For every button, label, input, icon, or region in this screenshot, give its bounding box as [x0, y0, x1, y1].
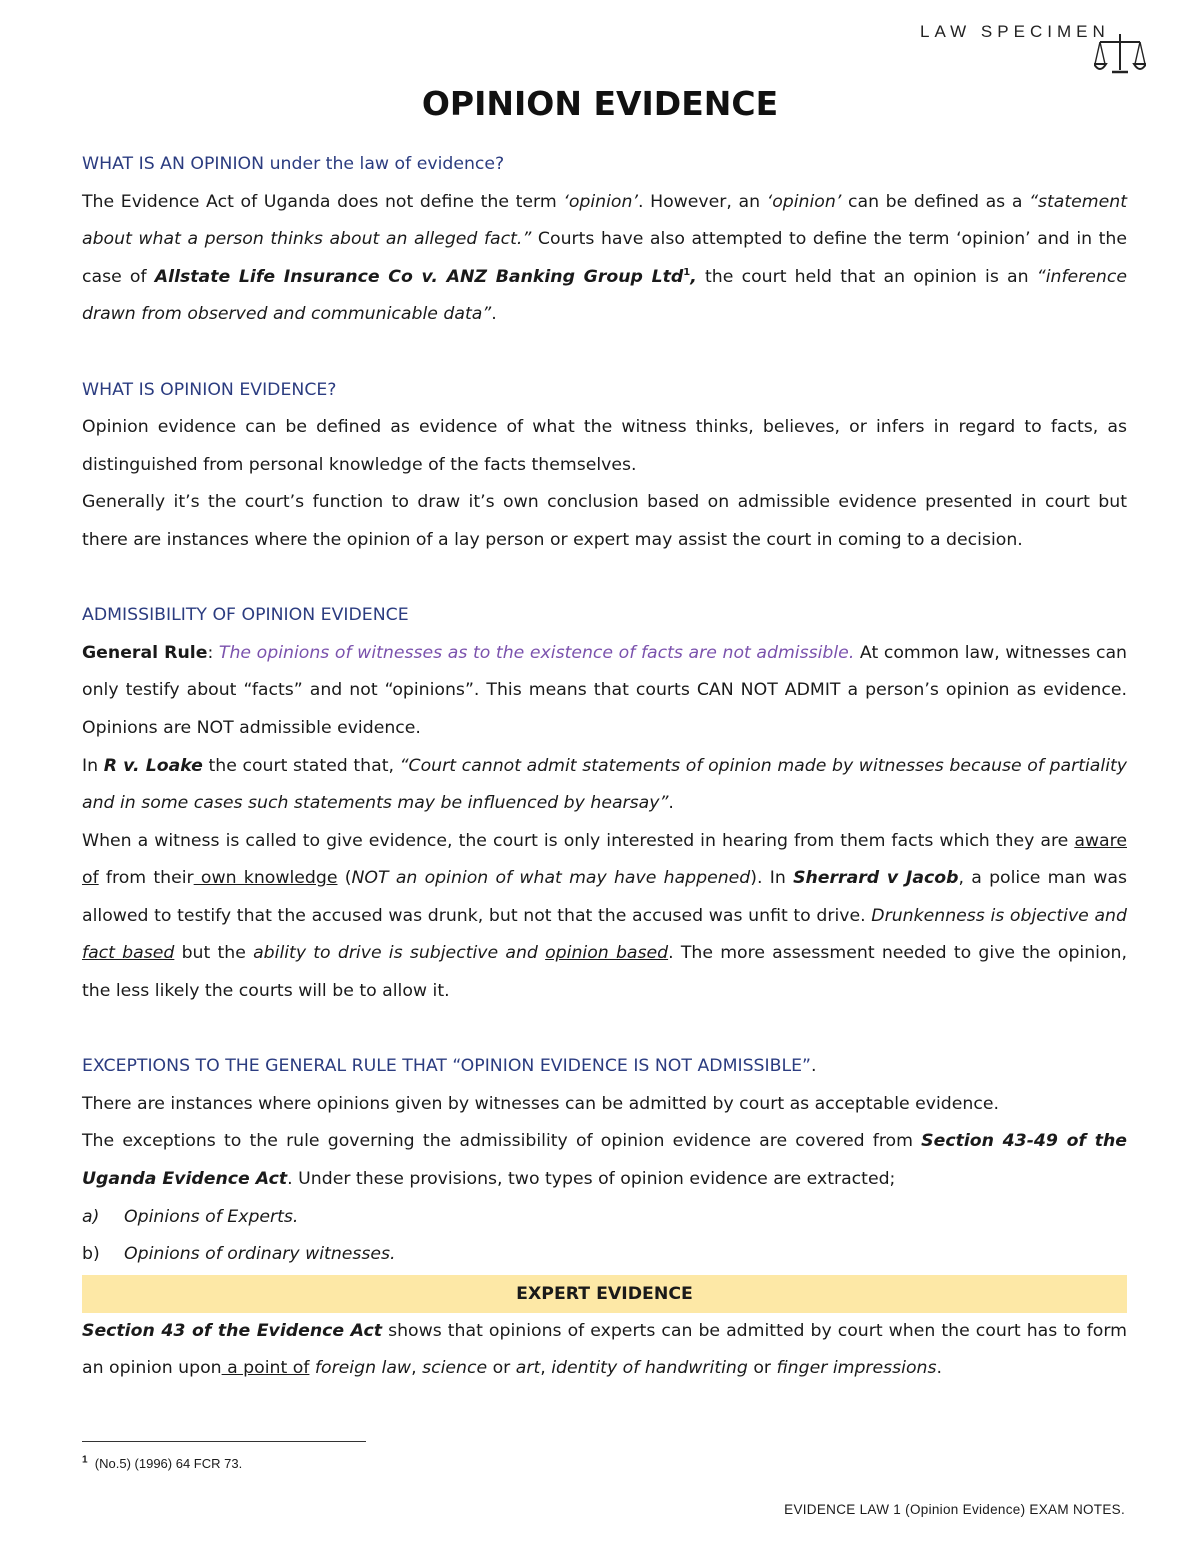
paragraph-section-43-49: The exceptions to the rule governing the admissibility of opinion evidence are covered from Section 43-49 of the Uganda Evidence Act. Under these provisions, two types of opinion evidence are extracted; — [82, 1131, 1128, 1190]
paragraph-opinion-evidence-definition: Opinion evidence can be defined as evidence of what the witness thinks, believes, or infers in regard to facts, as distinguished from personal knowledge of the facts themselves. — [82, 417, 1127, 475]
statute-reference: Section 43-49 of the Uganda Evidence Act — [82, 1131, 1128, 1190]
footnote-reference: 1 — [683, 267, 691, 279]
case-name-r-v-loake: R v. Loake — [103, 755, 203, 776]
footnote-divider — [82, 1441, 366, 1442]
statute-reference: Section 43 of the Evidence Act — [82, 1320, 383, 1341]
page-footer: EVIDENCE LAW 1 (Opinion Evidence) EXAM NOTES. — [784, 1502, 1125, 1517]
section-heading-admissibility: ADMISSIBILITY OF OPINION EVIDENCE — [82, 605, 409, 626]
section-heading-what-is-opinion: WHAT IS AN OPINION under the law of evidence? — [82, 154, 505, 174]
paragraph-r-v-loake: In R v. Loake the court stated that, “Court cannot admit statements of opinion made by witnesses because of partiality and in some cases such statements may be influenced by hearsay”. — [82, 755, 1127, 814]
footnote: $^1$ (No.5) (1996) 64 FCR 73. — [82, 1454, 243, 1471]
section-heading-opinion-evidence: WHAT IS OPINION EVIDENCE? — [82, 379, 337, 400]
document-body — [82, 146, 1127, 1388]
scales-of-justice-icon — [1094, 34, 1146, 76]
case-name-sherrard-v-jacob: Sherrard v Jacob — [793, 868, 959, 889]
paragraph-exceptions-intro: There are instances where opinions given by witnesses can be admitted by court as acceptable evidence. — [82, 1093, 999, 1114]
paragraph-general-rule: General Rule: The opinions of witnesses as to the existence of facts are not admissible. At common law, witnesses can only testify about “facts” and not “opinions”. This means that courts CAN NOT ADMIT a person’s opinion as evidence. Opinions are NOT admissible evidence. — [82, 642, 1127, 738]
paragraph-section-43: Section 43 of the Evidence Act shows that opinions of experts can be admitted by court when the court has to form an opinion upon a point of foreign law, science or art, identity of handwriting or finger impressions. — [82, 1320, 1128, 1379]
brand-name: LAW SPECIMEN — [920, 22, 1110, 41]
list-item: a) Opinions of Experts. — [82, 1206, 299, 1227]
general-rule-statement: The opinions of witnesses as to the existence of facts are not admissible. — [218, 642, 855, 663]
case-name-allstate: Allstate Life Insurance Co v. ANZ Banking Group Ltd — [154, 266, 684, 287]
section-heading-exceptions: EXCEPTIONS TO THE GENERAL RULE THAT “OPINION EVIDENCE IS NOT ADMISSIBLE”. — [82, 1056, 817, 1077]
expert-evidence-banner: EXPERT EVIDENCE — [82, 1275, 1127, 1313]
paragraph-sherrard-v-jacob: When a witness is called to give evidence, the court is only interested in hearing from them facts which they are aware of from their own knowledge (NOT an opinion of what may have happened). In Sherrard v Jacob, a police man was allowed to testify that the accused was drunk, but not that the accused was unfit to drive. Drunkenness is objective and fact based but the ability to drive is subjective and opinion based. The more assessment needed to give the opinion, the less likely the courts will be to allow it. — [82, 830, 1127, 1002]
list-item: b) Opinions of ordinary witnesses. — [82, 1244, 396, 1265]
page-title: OPINION EVIDENCE — [421, 84, 779, 123]
paragraph-court-function: Generally it’s the court’s function to draw it’s own conclusion based on admissible evidence presented in court but there are instances where the opinion of a lay person or expert may assist the court in coming to a decision. — [82, 492, 1127, 550]
paragraph-opinion-definition: The Evidence Act of Uganda does not define the term ‘opinion’. However, an ‘opinion’ can be defined as a “statement about what a person thinks about an alleged fact.” Courts have also attempted to define the term ‘opinion’ and in the case of Allstate Life Insurance Co v. ANZ Banking Group Ltd$^1$, the court held that an opinion is an “inference drawn from observed and communicable data”. — [82, 191, 1128, 325]
